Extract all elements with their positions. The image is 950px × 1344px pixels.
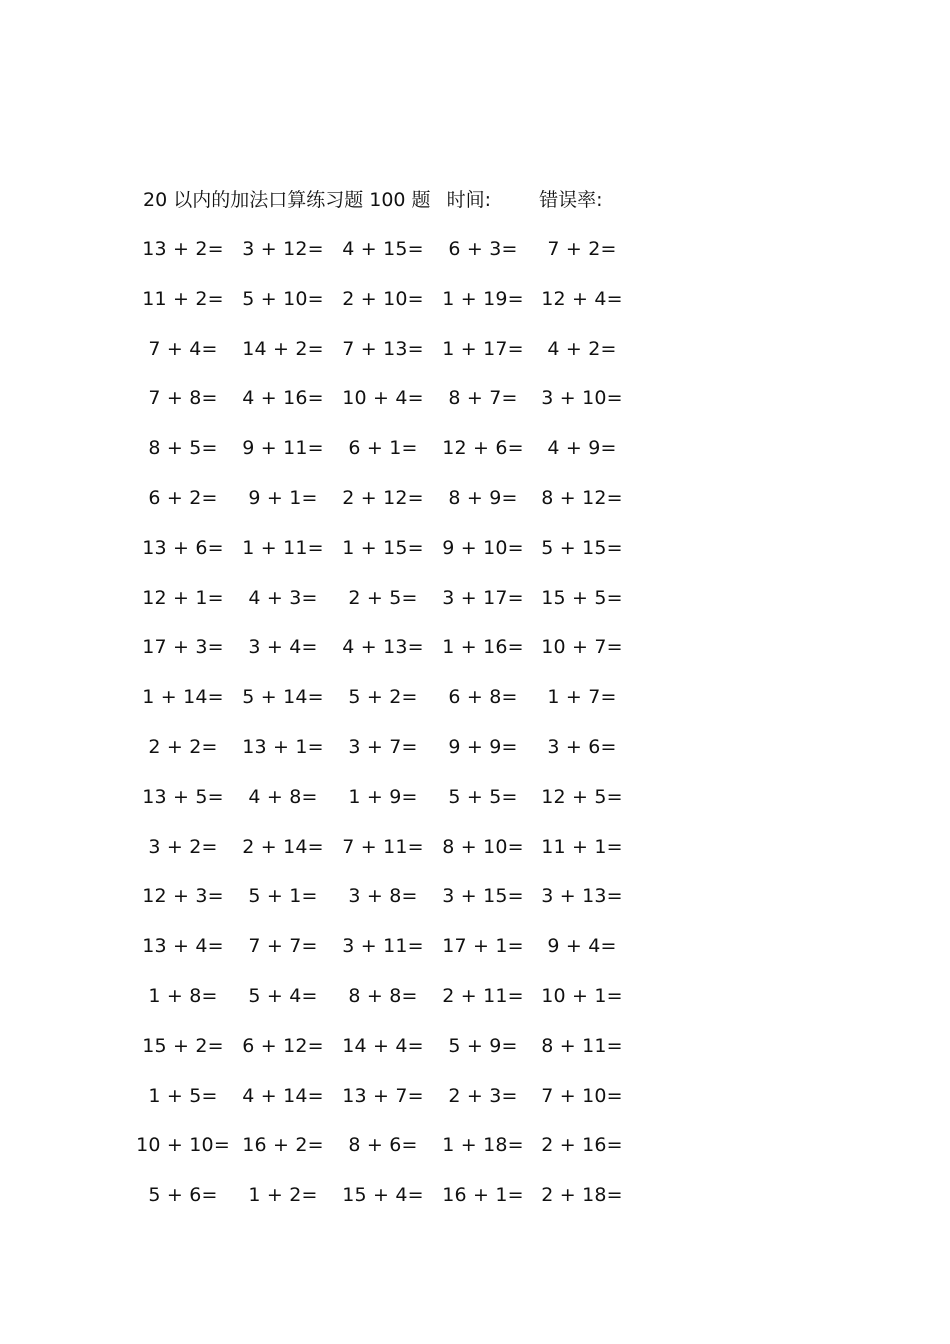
- problem-row: [143, 780, 643, 830]
- problem-item: 10 + 1=: [541, 984, 623, 1007]
- problem-item: 1 + 19=: [442, 287, 524, 310]
- problem-item: 4 + 13=: [342, 636, 424, 659]
- problem-item: 11 + 1=: [541, 835, 623, 858]
- problem-row: [143, 381, 643, 431]
- problem-item: 4 + 14=: [242, 1084, 324, 1107]
- problem-item: 3 + 17=: [442, 586, 524, 609]
- problem-item: 6 + 8=: [448, 686, 518, 709]
- problem-row: [143, 979, 643, 1029]
- problem-item: 15 + 2=: [142, 1034, 224, 1057]
- problem-row: [143, 879, 643, 929]
- worksheet-title: 20 以内的加法口算练习题 100 题: [143, 189, 431, 211]
- problem-item: 6 + 12=: [242, 1034, 324, 1057]
- problem-item: 7 + 8=: [148, 387, 218, 410]
- problem-item: 5 + 1=: [248, 885, 318, 908]
- problem-item: 4 + 16=: [242, 387, 324, 410]
- problem-item: 16 + 1=: [442, 1184, 524, 1207]
- problem-item: 13 + 2=: [142, 238, 224, 260]
- problem-item: 1 + 7=: [547, 686, 617, 709]
- problem-row: [143, 481, 643, 531]
- problem-item: 12 + 1=: [142, 586, 224, 609]
- problem-item: 3 + 13=: [541, 885, 623, 908]
- problem-item: 4 + 9=: [547, 437, 617, 460]
- time-label: 时间:: [446, 189, 492, 211]
- problem-item: 3 + 2=: [148, 835, 218, 858]
- problem-item: 12 + 5=: [541, 785, 623, 808]
- problem-item: 5 + 4=: [248, 984, 318, 1007]
- problem-item: 3 + 4=: [248, 636, 318, 659]
- problem-item: 5 + 5=: [448, 785, 518, 808]
- problem-item: 1 + 14=: [142, 686, 224, 709]
- problem-item: 1 + 9=: [348, 785, 418, 808]
- problem-item: 1 + 11=: [242, 536, 324, 559]
- problem-item: 8 + 6=: [348, 1134, 418, 1157]
- problem-row: [143, 1079, 643, 1129]
- problem-item: 9 + 1=: [248, 486, 318, 509]
- problem-item: 10 + 7=: [541, 636, 623, 659]
- problem-item: 3 + 8=: [348, 885, 418, 908]
- problem-item: 3 + 11=: [342, 935, 424, 958]
- problem-row: [143, 830, 643, 880]
- problem-item: 8 + 7=: [448, 387, 518, 410]
- problem-item: 2 + 12=: [342, 486, 424, 509]
- problem-item: 2 + 11=: [442, 984, 524, 1007]
- problem-item: 1 + 2=: [248, 1184, 318, 1207]
- problem-item: 13 + 1=: [242, 735, 324, 758]
- problem-item: 8 + 8=: [348, 984, 418, 1007]
- problem-item: 13 + 6=: [142, 536, 224, 559]
- problem-item: 7 + 7=: [248, 935, 318, 958]
- problem-item: 8 + 5=: [148, 437, 218, 460]
- problem-item: 13 + 4=: [142, 935, 224, 958]
- problem-item: 5 + 6=: [148, 1184, 218, 1207]
- problem-item: 13 + 5=: [142, 785, 224, 808]
- problem-item: 10 + 10=: [136, 1134, 230, 1157]
- problem-item: 3 + 6=: [547, 735, 617, 758]
- problem-row: [143, 680, 643, 730]
- problem-item: 12 + 3=: [142, 885, 224, 908]
- problem-item: 4 + 15=: [342, 238, 424, 260]
- problem-item: 9 + 10=: [442, 536, 524, 559]
- problem-row: [143, 431, 643, 481]
- problem-item: 7 + 10=: [541, 1084, 623, 1107]
- problem-item: 3 + 7=: [348, 735, 418, 758]
- problem-item: 2 + 18=: [541, 1184, 623, 1207]
- problem-row: [143, 581, 643, 631]
- problem-row: [143, 730, 643, 780]
- error-rate-label: 错误率:: [539, 189, 603, 211]
- problem-item: 6 + 1=: [348, 437, 418, 460]
- problem-row: [143, 1178, 643, 1228]
- problem-item: 13 + 7=: [342, 1084, 424, 1107]
- problem-item: 5 + 10=: [242, 287, 324, 310]
- problem-item: 4 + 3=: [248, 586, 318, 609]
- problem-item: 9 + 4=: [547, 935, 617, 958]
- problem-item: 2 + 16=: [541, 1134, 623, 1157]
- problem-item: 8 + 11=: [541, 1034, 623, 1057]
- problem-item: 7 + 4=: [148, 337, 218, 360]
- problem-item: 2 + 3=: [448, 1084, 518, 1107]
- problem-item: 3 + 12=: [242, 238, 324, 260]
- problem-item: 5 + 2=: [348, 686, 418, 709]
- problem-item: 17 + 1=: [442, 935, 524, 958]
- problem-item: 14 + 2=: [242, 337, 324, 360]
- problem-item: 1 + 17=: [442, 337, 524, 360]
- problem-row: [143, 232, 643, 282]
- problem-item: 7 + 2=: [547, 238, 617, 260]
- problem-item: 2 + 2=: [148, 735, 218, 758]
- problem-item: 12 + 4=: [541, 287, 623, 310]
- problem-item: 8 + 10=: [442, 835, 524, 858]
- problem-item: 3 + 10=: [541, 387, 623, 410]
- problem-item: 1 + 8=: [148, 984, 218, 1007]
- problem-item: 2 + 14=: [242, 835, 324, 858]
- problem-item: 10 + 4=: [342, 387, 424, 410]
- problem-row: [143, 282, 643, 332]
- problem-item: 5 + 14=: [242, 686, 324, 709]
- problem-item: 2 + 5=: [348, 586, 418, 609]
- problem-item: 1 + 18=: [442, 1134, 524, 1157]
- problem-item: 9 + 9=: [448, 735, 518, 758]
- problem-item: 12 + 6=: [442, 437, 524, 460]
- problem-item: 6 + 2=: [148, 486, 218, 509]
- problem-item: 15 + 4=: [342, 1184, 424, 1207]
- problem-item: 11 + 2=: [142, 287, 224, 310]
- problem-item: 14 + 4=: [342, 1034, 424, 1057]
- problem-row: [143, 1029, 643, 1079]
- problem-row: [136, 1128, 643, 1178]
- problem-item: 4 + 2=: [547, 337, 617, 360]
- problem-item: 4 + 8=: [248, 785, 318, 808]
- problem-item: 16 + 2=: [242, 1134, 324, 1157]
- problem-row: [143, 531, 643, 581]
- problem-item: 1 + 16=: [442, 636, 524, 659]
- problem-row: [143, 332, 643, 382]
- problem-item: 5 + 9=: [448, 1034, 518, 1057]
- problem-item: 9 + 11=: [242, 437, 324, 460]
- problem-item: 17 + 3=: [142, 636, 224, 659]
- problem-grid: [136, 232, 643, 1228]
- worksheet-header: [143, 186, 602, 214]
- problem-item: 8 + 12=: [541, 486, 623, 509]
- problem-item: 7 + 11=: [342, 835, 424, 858]
- problem-item: 8 + 9=: [448, 486, 518, 509]
- problem-row: [143, 929, 643, 979]
- problem-item: 15 + 5=: [541, 586, 623, 609]
- problem-item: 7 + 13=: [342, 337, 424, 360]
- problem-row: [143, 630, 643, 680]
- problem-item: 1 + 15=: [342, 536, 424, 559]
- problem-item: 3 + 15=: [442, 885, 524, 908]
- problem-item: 2 + 10=: [342, 287, 424, 310]
- problem-item: 5 + 15=: [541, 536, 623, 559]
- problem-item: 1 + 5=: [148, 1084, 218, 1107]
- problem-item: 6 + 3=: [448, 238, 518, 260]
